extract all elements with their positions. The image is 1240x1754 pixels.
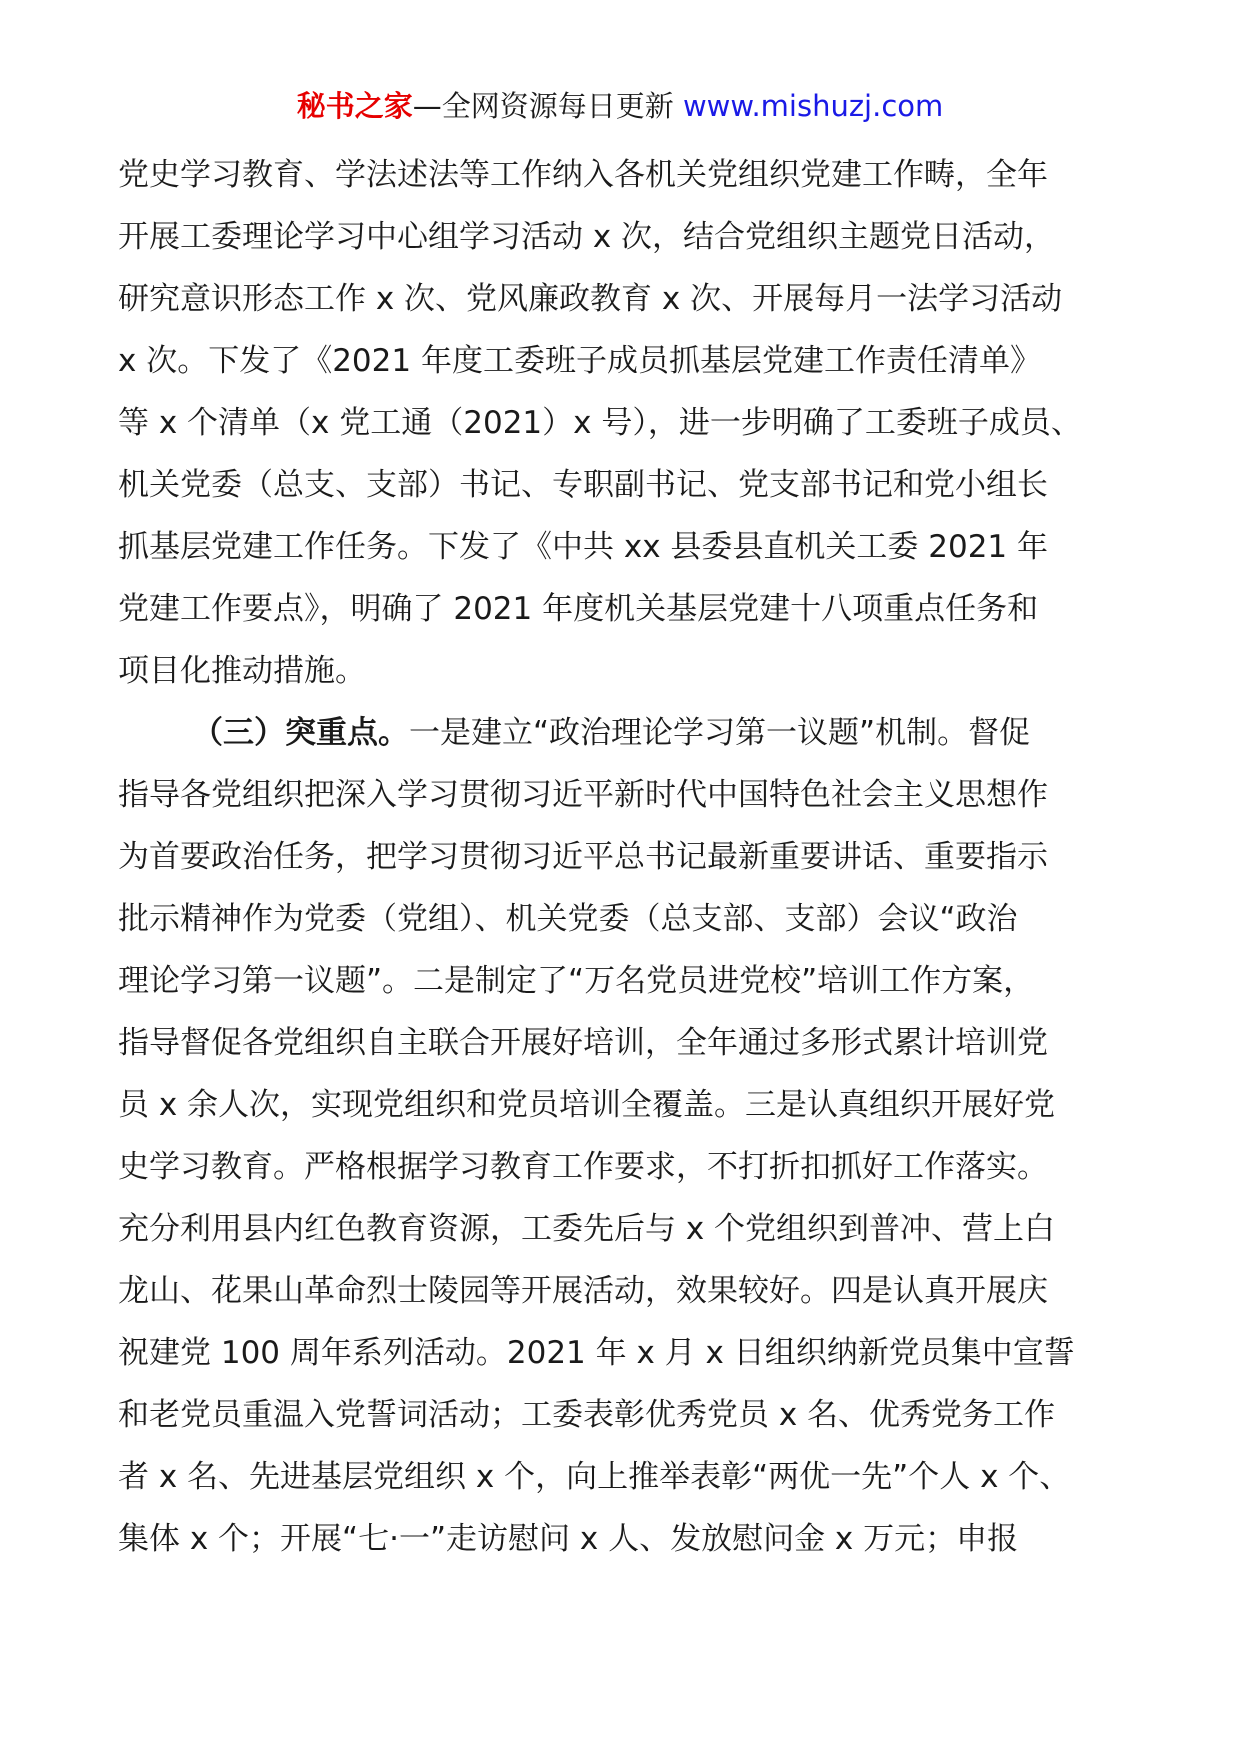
body-line: 集体 x 个；开展“七·一”走访慰问 x 人、发放慰问金 x 万元；申报 bbox=[118, 1521, 1019, 1557]
body-line: 指导督促各党组织自主联合开展好培训，全年通过多形式累计培训党 bbox=[118, 1025, 1048, 1061]
body-line: 等 x 个清单（x 党工通（2021）x 号），进一步明确了工委班子成员、 bbox=[118, 405, 1082, 441]
body-line: 党建工作要点》，明确了 2021 年度机关基层党建十八项重点任务和 bbox=[118, 591, 1039, 627]
body-line: 员 x 余人次，实现党组织和党员培训全覆盖。三是认真组织开展好党 bbox=[118, 1087, 1056, 1123]
body-line: 机关党委（总支、支部）书记、专职副书记、党支部书记和党小组长 bbox=[118, 467, 1048, 503]
brand-name: 秘书之家 bbox=[296, 89, 413, 123]
body-line: 理论学习第一议题”。二是制定了“万名党员进党校”培训工作方案， bbox=[118, 963, 1035, 999]
body-line: 批示精神作为党委（党组）、机关党委（总支部、支部）会议“政治 bbox=[118, 901, 1018, 937]
body-line: 史学习教育。严格根据学习教育工作要求，不打折扣抓好工作落实。 bbox=[118, 1149, 1048, 1185]
section-3-heading: （三）突重点。 bbox=[192, 715, 409, 751]
body-line: 者 x 名、先进基层党组织 x 个，向上推举表彰“两优一先”个人 x 个、 bbox=[118, 1459, 1071, 1495]
page-header bbox=[0, 86, 1240, 126]
document-body bbox=[118, 144, 1128, 1570]
body-line: 项目化推动措施。 bbox=[118, 653, 366, 689]
section-3-first-line bbox=[118, 702, 1128, 764]
body-line: 为首要政治任务，把学习贯彻习近平总书记最新重要讲话、重要指示 bbox=[118, 839, 1048, 875]
body-line: 龙山、花果山革命烈士陵园等开展活动，效果较好。四是认真开展庆 bbox=[118, 1273, 1048, 1309]
body-line: x 次。下发了《2021 年度工委班子成员抓基层党建工作责任清单》 bbox=[118, 343, 1041, 379]
body-line: 祝建党 100 周年系列活动。2021 年 x 月 x 日组织纳新党员集中宣誓 bbox=[118, 1335, 1075, 1371]
body-line: 充分利用县内红色教育资源，工委先后与 x 个党组织到普冲、营上白 bbox=[118, 1211, 1056, 1247]
body-line: 党史学习教育、学法述法等工作纳入各机关党组织党建工作畴，全年 bbox=[118, 157, 1048, 193]
body-line: 研究意识形态工作 x 次、党风廉政教育 x 次、开展每月一法学习活动 bbox=[118, 281, 1063, 317]
website-link[interactable]: www.mishuzj.com bbox=[682, 89, 944, 123]
body-line: 指导各党组织把深入学习贯彻习近平新时代中国特色社会主义思想作 bbox=[118, 777, 1048, 813]
body-line: 开展工委理论学习中心组学习活动 x 次，结合党组织主题党日活动， bbox=[118, 219, 1056, 255]
body-line: 抓基层党建工作任务。下发了《中共 xx 县委县直机关工委 2021 年 bbox=[118, 529, 1048, 565]
body-line: 和老党员重温入党誓词活动；工委表彰优秀党员 x 名、优秀党务工作 bbox=[118, 1397, 1056, 1433]
header-tagline: —全网资源每日更新 bbox=[412, 89, 683, 123]
section-3-first-line-text: 一是建立“政治理论学习第一议题”机制。督促 bbox=[409, 715, 1031, 751]
